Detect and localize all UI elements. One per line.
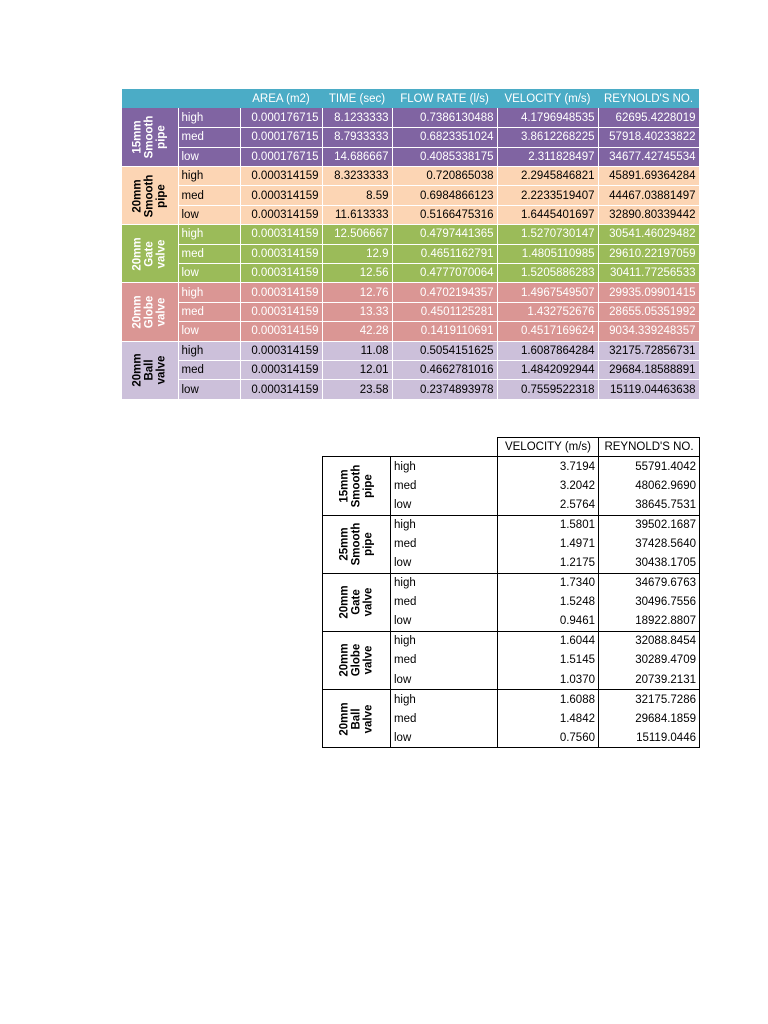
time-cell: 8.59 <box>322 186 392 205</box>
level-cell: high <box>391 573 498 592</box>
velocity-cell: 0.7560 <box>498 728 599 747</box>
group-label-cell <box>323 690 391 748</box>
group-label: 20mm Globe valve <box>131 295 168 329</box>
velocity-cell: 2.311828497 <box>497 147 598 166</box>
time-cell: 11.613333 <box>322 205 392 224</box>
reynolds-cell: 62695.4228019 <box>598 108 699 127</box>
reynolds-cell: 30541.46029482 <box>598 225 699 244</box>
level-cell: low <box>178 380 240 399</box>
reynolds-cell: 34677.42745534 <box>598 147 699 166</box>
level-cell: med <box>178 302 240 321</box>
reynolds-cell: 20739.2131 <box>599 670 700 689</box>
area-cell: 0.000314159 <box>240 167 322 186</box>
reynolds-cell: 29610.22197059 <box>598 244 699 263</box>
area-cell: 0.000314159 <box>240 244 322 263</box>
velocity-cell: 1.5248 <box>498 593 599 612</box>
time-cell: 14.686667 <box>322 147 392 166</box>
reynolds-cell: 44467.03881497 <box>598 186 699 205</box>
reynolds-cell: 29935.09901415 <box>598 283 699 302</box>
time-cell: 12.506667 <box>322 225 392 244</box>
velocity-cell: 1.4971 <box>498 534 599 553</box>
flow-rate-cell: 0.4777070064 <box>392 264 497 283</box>
reynolds-cell: 37428.5640 <box>599 534 700 553</box>
group-label: 20mm Globe valve <box>338 643 375 678</box>
level-cell: med <box>178 128 240 147</box>
reynolds-cell: 32088.8454 <box>599 631 700 650</box>
reynolds-cell: 15119.0446 <box>599 728 700 747</box>
bottom-header-reynolds: REYNOLD'S NO. <box>599 438 700 457</box>
level-cell: high <box>391 457 498 476</box>
area-cell: 0.000314159 <box>240 225 322 244</box>
header-blank-2 <box>178 89 240 108</box>
level-cell: low <box>178 147 240 166</box>
reynolds-cell: 32890.80339442 <box>598 205 699 224</box>
flow-rate-cell: 0.4702194357 <box>392 283 497 302</box>
flow-rate-cell: 0.4651162791 <box>392 244 497 263</box>
flow-rate-cell: 0.7386130488 <box>392 108 497 127</box>
table-row <box>122 167 699 186</box>
level-cell: low <box>391 612 498 631</box>
group-label-cell <box>323 573 391 631</box>
time-cell: 12.9 <box>322 244 392 263</box>
reynolds-cell: 30496.7556 <box>599 593 700 612</box>
header-area: AREA (m2) <box>240 89 322 108</box>
table-row <box>122 147 699 166</box>
area-cell: 0.000314159 <box>240 302 322 321</box>
group-label-cell <box>122 167 178 225</box>
velocity-cell: 1.4805110985 <box>497 244 598 263</box>
area-cell: 0.000314159 <box>240 360 322 379</box>
group-label-cell <box>122 225 178 283</box>
flow-rate-cell: 0.4085338175 <box>392 147 497 166</box>
table-row <box>323 457 700 476</box>
level-cell: low <box>391 496 498 515</box>
level-cell: low <box>178 205 240 224</box>
reynolds-cell: 38645.7531 <box>599 496 700 515</box>
area-cell: 0.000314159 <box>240 380 322 399</box>
table-row <box>122 244 699 263</box>
velocity-cell: 1.6087864284 <box>497 341 598 360</box>
velocity-cell: 0.9461 <box>498 612 599 631</box>
level-cell: med <box>391 593 498 612</box>
bottom-summary-table <box>322 437 700 748</box>
reynolds-cell: 29684.1859 <box>599 709 700 728</box>
time-cell: 11.08 <box>322 341 392 360</box>
table-row <box>122 225 699 244</box>
velocity-cell: 2.5764 <box>498 496 599 515</box>
group-label-cell <box>323 631 391 689</box>
area-cell: 0.000314159 <box>240 283 322 302</box>
area-cell: 0.000176715 <box>240 128 322 147</box>
flow-rate-cell: 0.4662781016 <box>392 360 497 379</box>
flow-rate-cell: 0.5166475316 <box>392 205 497 224</box>
group-label-cell <box>122 283 178 341</box>
group-label-cell <box>122 108 178 166</box>
header-blank-1 <box>122 89 178 108</box>
reynolds-cell: 57918.40233822 <box>598 128 699 147</box>
velocity-cell: 1.4842092944 <box>497 360 598 379</box>
reynolds-cell: 48062.9690 <box>599 476 700 495</box>
velocity-cell: 1.5801 <box>498 515 599 534</box>
area-cell: 0.000176715 <box>240 147 322 166</box>
velocity-cell: 1.4842 <box>498 709 599 728</box>
velocity-cell: 0.4517169624 <box>497 322 598 341</box>
velocity-cell: 2.2945846821 <box>497 167 598 186</box>
header-flow-rate: FLOW RATE (l/s) <box>392 89 497 108</box>
reynolds-cell: 15119.04463638 <box>598 380 699 399</box>
flow-rate-cell: 0.1419110691 <box>392 322 497 341</box>
table-row <box>122 186 699 205</box>
area-cell: 0.000314159 <box>240 341 322 360</box>
group-label-cell <box>323 515 391 573</box>
table-row <box>122 128 699 147</box>
time-cell: 12.01 <box>322 360 392 379</box>
reynolds-cell: 39502.1687 <box>599 515 700 534</box>
bottom-header-blank-2 <box>391 438 498 457</box>
table-row <box>323 573 700 592</box>
header-time: TIME (sec) <box>322 89 392 108</box>
velocity-cell: 1.4967549507 <box>497 283 598 302</box>
top-results-table <box>122 89 700 400</box>
table-row <box>122 264 699 283</box>
reynolds-cell: 32175.7286 <box>599 690 700 709</box>
level-cell: high <box>391 690 498 709</box>
velocity-cell: 3.7194 <box>498 457 599 476</box>
level-cell: low <box>178 264 240 283</box>
bottom-header-blank-1 <box>323 438 391 457</box>
velocity-cell: 1.5205886283 <box>497 264 598 283</box>
table-row <box>122 360 699 379</box>
group-label: 20mm Ball valve <box>131 353 168 387</box>
header-velocity: VELOCITY (m/s) <box>497 89 598 108</box>
level-cell: high <box>391 631 498 650</box>
table-row <box>323 631 700 650</box>
level-cell: med <box>391 709 498 728</box>
reynolds-cell: 45891.69364284 <box>598 167 699 186</box>
table-row <box>122 322 699 341</box>
table-row <box>122 205 699 224</box>
bottom-header-row <box>323 438 700 457</box>
level-cell: high <box>178 283 240 302</box>
time-cell: 42.28 <box>322 322 392 341</box>
velocity-cell: 2.2233519407 <box>497 186 598 205</box>
flow-rate-cell: 0.4797441365 <box>392 225 497 244</box>
velocity-cell: 3.8612268225 <box>497 128 598 147</box>
velocity-cell: 1.5145 <box>498 651 599 670</box>
velocity-cell: 1.432752676 <box>497 302 598 321</box>
header-reynolds: REYNOLD'S NO. <box>598 89 699 108</box>
reynolds-cell: 30289.4709 <box>599 651 700 670</box>
flow-rate-cell: 0.6823351024 <box>392 128 497 147</box>
level-cell: low <box>391 554 498 573</box>
area-cell: 0.000314159 <box>240 264 322 283</box>
area-cell: 0.000314159 <box>240 186 322 205</box>
level-cell: med <box>178 360 240 379</box>
reynolds-cell: 29684.18588891 <box>598 360 699 379</box>
velocity-cell: 4.1796948535 <box>497 108 598 127</box>
reynolds-cell: 30438.1705 <box>599 554 700 573</box>
area-cell: 0.000314159 <box>240 322 322 341</box>
group-label: 15mm Smooth pipe <box>131 115 168 159</box>
reynolds-cell: 18922.8807 <box>599 612 700 631</box>
group-label: 20mm Gate valve <box>131 237 168 271</box>
table-row <box>122 380 699 399</box>
flow-rate-cell: 0.2374893978 <box>392 380 497 399</box>
level-cell: med <box>178 244 240 263</box>
table-row <box>323 515 700 534</box>
level-cell: high <box>178 341 240 360</box>
velocity-cell: 1.5270730147 <box>497 225 598 244</box>
group-label: 20mm Ball valve <box>338 702 375 736</box>
table-row <box>323 690 700 709</box>
group-label: 15mm Smooth pipe <box>338 464 375 508</box>
table-row <box>122 283 699 302</box>
level-cell: med <box>391 534 498 553</box>
level-cell: high <box>391 515 498 534</box>
group-label: 20mm Gate valve <box>338 585 375 619</box>
level-cell: low <box>178 322 240 341</box>
velocity-cell: 1.0370 <box>498 670 599 689</box>
group-label-cell <box>122 341 178 399</box>
group-label-cell <box>323 457 391 515</box>
top-header-row <box>122 89 699 108</box>
time-cell: 8.7933333 <box>322 128 392 147</box>
time-cell: 12.76 <box>322 283 392 302</box>
time-cell: 12.56 <box>322 264 392 283</box>
group-label: 20mm Smooth pipe <box>131 174 168 218</box>
velocity-cell: 1.2175 <box>498 554 599 573</box>
reynolds-cell: 28655.05351992 <box>598 302 699 321</box>
reynolds-cell: 30411.77256533 <box>598 264 699 283</box>
level-cell: high <box>178 167 240 186</box>
reynolds-cell: 9034.339248357 <box>598 322 699 341</box>
flow-rate-cell: 0.5054151625 <box>392 341 497 360</box>
velocity-cell: 1.6044 <box>498 631 599 650</box>
flow-rate-cell: 0.720865038 <box>392 167 497 186</box>
velocity-cell: 3.2042 <box>498 476 599 495</box>
level-cell: low <box>391 728 498 747</box>
time-cell: 8.3233333 <box>322 167 392 186</box>
flow-rate-cell: 0.6984866123 <box>392 186 497 205</box>
velocity-cell: 1.6088 <box>498 690 599 709</box>
table-row <box>122 341 699 360</box>
reynolds-cell: 34679.6763 <box>599 573 700 592</box>
time-cell: 23.58 <box>322 380 392 399</box>
reynolds-cell: 55791.4042 <box>599 457 700 476</box>
velocity-cell: 0.7559522318 <box>497 380 598 399</box>
reynolds-cell: 32175.72856731 <box>598 341 699 360</box>
area-cell: 0.000314159 <box>240 205 322 224</box>
level-cell: low <box>391 670 498 689</box>
table-row <box>122 108 699 127</box>
level-cell: med <box>391 651 498 670</box>
level-cell: high <box>178 108 240 127</box>
velocity-cell: 1.6445401697 <box>497 205 598 224</box>
group-label: 25mm Smooth pipe <box>338 522 375 566</box>
level-cell: med <box>391 476 498 495</box>
flow-rate-cell: 0.4501125281 <box>392 302 497 321</box>
time-cell: 8.1233333 <box>322 108 392 127</box>
time-cell: 13.33 <box>322 302 392 321</box>
level-cell: high <box>178 225 240 244</box>
level-cell: med <box>178 186 240 205</box>
velocity-cell: 1.7340 <box>498 573 599 592</box>
table-row <box>122 302 699 321</box>
bottom-header-velocity: VELOCITY (m/s) <box>498 438 599 457</box>
area-cell: 0.000176715 <box>240 108 322 127</box>
